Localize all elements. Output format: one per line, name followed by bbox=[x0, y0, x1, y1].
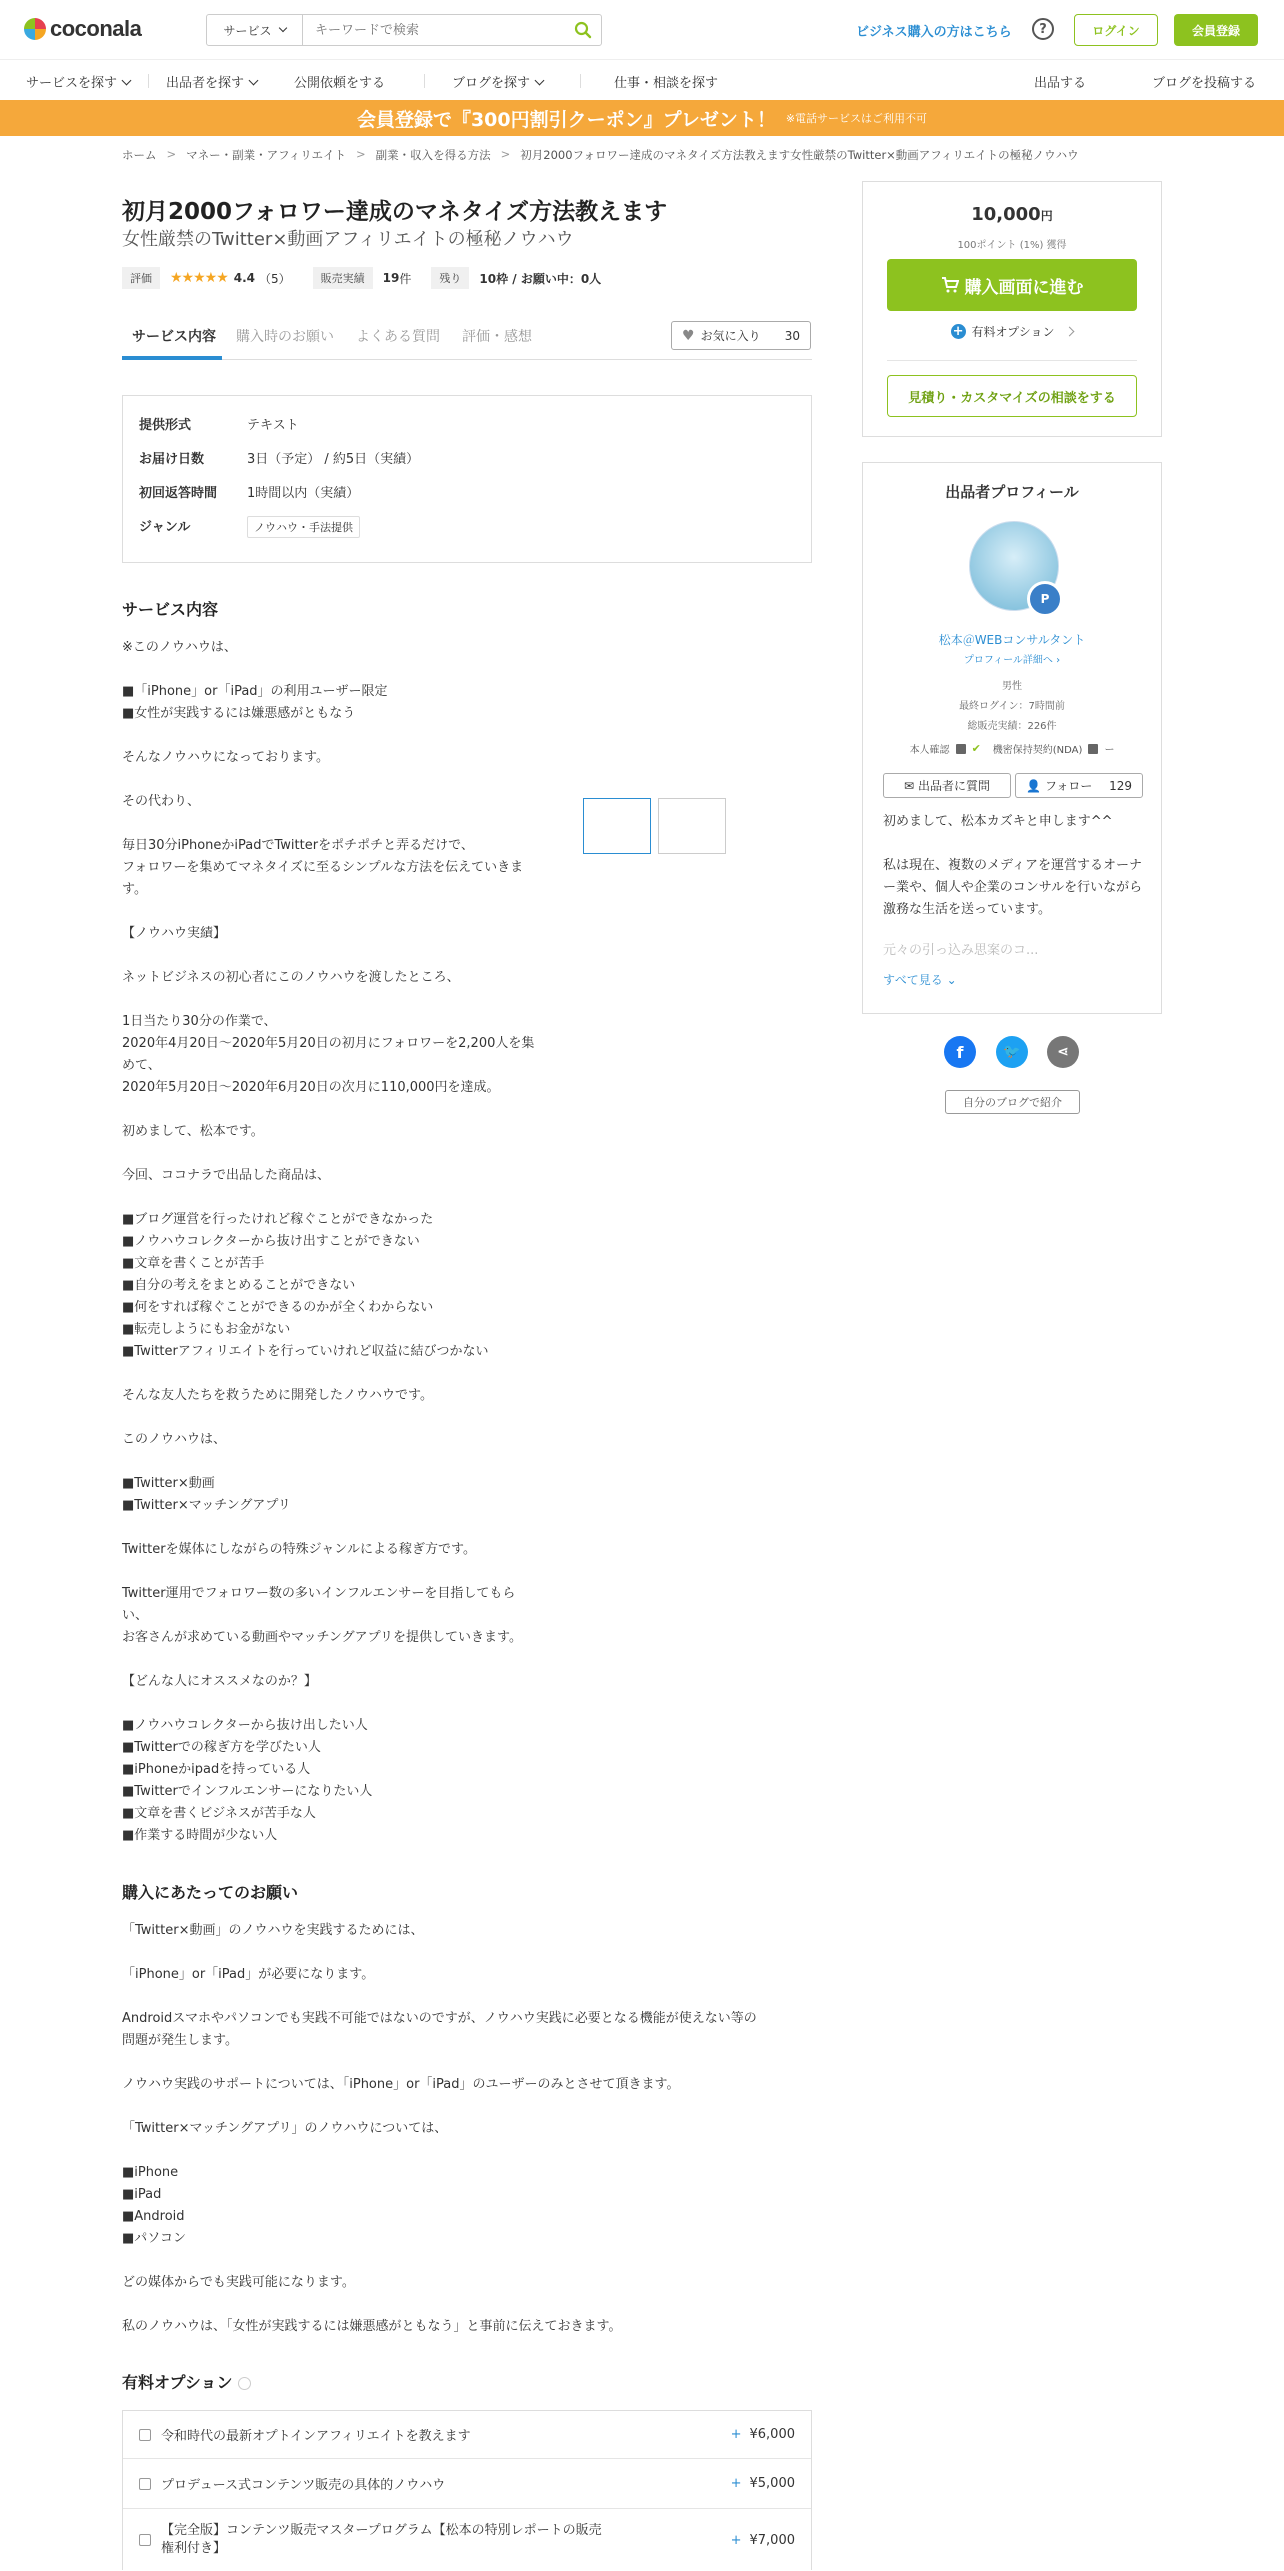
intro-line: 初めまして、松本カズキと申します^^ bbox=[883, 814, 1113, 829]
text-line: めて、 bbox=[122, 1058, 161, 1073]
price-unit: 円 bbox=[1040, 209, 1053, 223]
search-bar bbox=[206, 14, 602, 46]
sales-label: 販売実績 bbox=[313, 267, 373, 289]
rating-count[interactable]: （5） bbox=[259, 271, 291, 286]
favorite-label: お気に入り bbox=[700, 329, 761, 343]
nav-label: 出品者を探す bbox=[166, 76, 245, 91]
login-button[interactable]: ログイン bbox=[1074, 14, 1158, 46]
register-button[interactable]: 会員登録 bbox=[1174, 14, 1258, 46]
blank-line bbox=[122, 1407, 534, 1429]
search-icon bbox=[574, 21, 592, 39]
nav-public-request[interactable]: 公開依頼をする bbox=[294, 76, 386, 91]
nav-find-sellers[interactable] bbox=[166, 72, 257, 91]
heart-icon: ♥ bbox=[682, 327, 695, 344]
quote-consult-button[interactable]: 見積り・カスタマイズの相談をする bbox=[887, 375, 1137, 417]
blank-line bbox=[122, 1143, 534, 1165]
blank-line bbox=[122, 1099, 534, 1121]
option-label: 令和時代の最新オプトインアフィリエイトを教えます bbox=[161, 2429, 471, 2444]
nav-label: ブログを探す bbox=[452, 76, 531, 91]
document-icon bbox=[1088, 744, 1098, 754]
breadcrumb-subcategory[interactable]: 副業・収入を得る方法 bbox=[375, 148, 491, 162]
breadcrumb bbox=[122, 147, 1079, 163]
service-title: 初月2000フォロワー達成のマネタイズ方法教えます bbox=[122, 199, 668, 225]
info-key: 提供形式 bbox=[139, 418, 192, 433]
option-price-value: ¥5,000 bbox=[749, 2476, 795, 2491]
blank-line bbox=[122, 769, 534, 791]
profile-heading: 出品者プロフィール bbox=[945, 483, 1079, 501]
nav-divider bbox=[580, 74, 581, 88]
tab-reviews[interactable]: 評価・感想 bbox=[462, 329, 532, 345]
logo-text: coconala bbox=[50, 16, 142, 41]
text-line: ■Twitter×動画 bbox=[122, 1476, 215, 1491]
text-line: ■Twitterでの稼ぎ方を学びたい人 bbox=[122, 1740, 321, 1755]
ask-seller-label: 出品者に質問 bbox=[918, 779, 991, 793]
info-row bbox=[139, 516, 360, 538]
id-card-icon bbox=[956, 744, 966, 754]
text-line: ■Android bbox=[122, 2209, 185, 2224]
active-tab-indicator bbox=[122, 356, 222, 360]
text-line: その代わり、 bbox=[122, 794, 201, 809]
seller-profile-card bbox=[862, 462, 1162, 1014]
text-line: そんなノウハウになっております。 bbox=[122, 750, 329, 765]
option-checkbox[interactable] bbox=[139, 2478, 151, 2490]
text-line: ■Twitterでインフルエンサーになりたい人 bbox=[122, 1784, 373, 1799]
image-thumbnail[interactable] bbox=[658, 798, 726, 854]
text-line: ネットビジネスの初心者にこのノウハウを渡したところ、 bbox=[122, 970, 460, 985]
text-line: ■ノウハウコレクターから抜け出したい人 bbox=[122, 1718, 368, 1733]
service-info-box bbox=[122, 395, 812, 563]
chevron-down-icon bbox=[535, 76, 545, 86]
blank-line bbox=[122, 725, 534, 747]
image-thumbnail[interactable] bbox=[583, 798, 651, 854]
text-line: 【ノウハウ実績】 bbox=[122, 926, 227, 941]
tab-faq[interactable]: よくある質問 bbox=[356, 329, 440, 345]
text-line: ■文章を書くビジネスが苦手な人 bbox=[122, 1806, 316, 1821]
info-key: 初回返答時間 bbox=[139, 486, 218, 501]
option-price-value: ¥6,000 bbox=[749, 2427, 795, 2442]
text-line: 「Twitter×マッチングアプリ」のノウハウについては、 bbox=[122, 2121, 448, 2136]
seller-gender: 男性 bbox=[1002, 681, 1022, 692]
blank-line bbox=[122, 2250, 757, 2272]
rating-label: 評価 bbox=[122, 267, 160, 289]
see-all-link[interactable] bbox=[883, 971, 957, 988]
purchase-request-heading: 購入にあたってのお願い bbox=[122, 1883, 299, 1902]
buy-button-label: 購入画面に進む bbox=[964, 277, 1084, 298]
info-row bbox=[139, 448, 419, 467]
paid-options-title: 有料オプション bbox=[122, 2373, 233, 2392]
option-price bbox=[731, 2533, 795, 2548]
breadcrumb-current: 初月2000フォロワー達成のマネタイズ方法教えます女性厳禁のTwitter×動画アフィリエイトの極秘ノウハウ bbox=[520, 148, 1079, 162]
blank-line bbox=[122, 1942, 757, 1964]
blog-introduce-button[interactable]: 自分のブログで紹介 bbox=[945, 1090, 1080, 1114]
seller-name[interactable]: 松本＠WEBコンサルタント bbox=[938, 633, 1086, 647]
remaining-value: 10枠 / お願い中：0人 bbox=[479, 271, 602, 286]
identity-verified-label: 本人確認 bbox=[909, 745, 950, 756]
banner-note: ※電話サービスはご利用不可 bbox=[785, 112, 928, 125]
nav-divider bbox=[148, 74, 149, 88]
breadcrumb-separator: > bbox=[166, 147, 177, 161]
text-line: ■文章を書くことが苦手 bbox=[122, 1256, 265, 1271]
points-earned: 100ポイント (1%) 獲得 bbox=[957, 240, 1067, 251]
share-icon[interactable]: ⋖ bbox=[1047, 1036, 1079, 1068]
blank-line bbox=[122, 1649, 534, 1671]
header bbox=[0, 0, 1284, 60]
option-label: プロデュース式コンテンツ販売の具体的ノウハウ bbox=[161, 2478, 446, 2493]
check-icon: ✔ bbox=[971, 742, 981, 755]
plus-icon: + bbox=[730, 2427, 742, 2442]
blank-line bbox=[122, 945, 534, 967]
chevron-down-icon bbox=[122, 76, 132, 86]
blank-line bbox=[122, 2294, 757, 2316]
text-line: ※このノウハウは、 bbox=[122, 640, 237, 655]
nda-value: ー bbox=[1104, 745, 1115, 756]
nav-find-blogs[interactable] bbox=[452, 72, 543, 91]
paid-option-label: 有料オプション bbox=[971, 325, 1055, 339]
text-line: ■iPhoneかipadを持っている人 bbox=[122, 1762, 311, 1777]
seller-intro-truncated: 元々の引っ込み思案のコ... bbox=[883, 943, 1039, 958]
text-line: このノウハウは、 bbox=[122, 1432, 227, 1447]
buy-button[interactable] bbox=[887, 259, 1137, 311]
tab-purchase-request[interactable]: 購入時のお願い bbox=[236, 329, 334, 345]
option-label-line: 権利付き】 bbox=[161, 2541, 227, 2556]
service-description bbox=[122, 637, 534, 1847]
search-input[interactable] bbox=[303, 15, 565, 45]
ask-seller-button[interactable] bbox=[883, 773, 1011, 798]
logo-mark bbox=[24, 18, 46, 40]
nav-find-jobs[interactable]: 仕事・相談を探す bbox=[614, 76, 719, 91]
blank-line bbox=[122, 989, 534, 1011]
mail-icon: ✉ bbox=[903, 778, 915, 793]
blank-line bbox=[122, 1363, 534, 1385]
verification-row bbox=[863, 741, 1161, 756]
info-row bbox=[139, 482, 359, 501]
sales-unit: 件 bbox=[399, 271, 412, 286]
blank-line bbox=[122, 659, 534, 681]
paid-option-link[interactable] bbox=[863, 323, 1161, 340]
search-button[interactable] bbox=[565, 15, 601, 45]
intro-line: 私は現在、複数のメディアを運営するオーナー業や、個人や企業のコンサルを行いながら激務な生活を送っています。 bbox=[883, 858, 1143, 917]
purchase-box bbox=[862, 181, 1162, 437]
service-price bbox=[863, 204, 1161, 225]
text-line: 1日当たり30分の作業で、 bbox=[122, 1014, 277, 1029]
text-line: どの媒体からでも実践可能になります。 bbox=[122, 2275, 355, 2290]
text-line: ■ノウハウコレクターから抜け出すことができない bbox=[122, 1234, 420, 1249]
blank-line bbox=[122, 2140, 757, 2162]
info-value: テキスト bbox=[247, 418, 299, 433]
seller-rank-badge-icon: P bbox=[1027, 581, 1063, 617]
banner-main-text: 会員登録で『300円割引クーポン』プレゼント！ bbox=[356, 108, 776, 131]
search-category-label: サービス bbox=[223, 23, 272, 38]
blank-line bbox=[122, 813, 534, 835]
chevron-down-icon bbox=[249, 76, 259, 86]
global-nav bbox=[0, 62, 1284, 100]
text-line: 毎日30分iPhoneかiPadでTwitterをポチポチと弄るだけで、 bbox=[122, 838, 474, 853]
text-line: す。 bbox=[122, 882, 147, 897]
text-line: 2020年5月20日～2020年6月20日の次月に110,000円を達成。 bbox=[122, 1080, 500, 1095]
breadcrumb-category[interactable]: マネー・副業・アフィリエイト bbox=[186, 148, 346, 162]
text-line: ■「iPhone」or「iPad」の利用ユーザー限定 bbox=[122, 684, 388, 699]
nav-sell[interactable]: 出品する bbox=[1034, 76, 1087, 91]
chevron-down-icon: ⌄ bbox=[946, 973, 957, 987]
logo[interactable] bbox=[24, 16, 141, 42]
option-checkbox[interactable] bbox=[139, 2534, 151, 2546]
option-row[interactable] bbox=[123, 2509, 811, 2571]
text-line: ノウハウ実践のサポートについては、「iPhone」or「iPad」のユーザーのみとさせて頂きます。 bbox=[122, 2077, 680, 2092]
option-row[interactable] bbox=[123, 2411, 811, 2459]
option-row[interactable] bbox=[123, 2459, 811, 2509]
blank-line bbox=[122, 901, 534, 923]
cart-icon bbox=[941, 277, 959, 293]
follow-count: 129 bbox=[1109, 778, 1132, 793]
info-value: 1時間以内（実績） bbox=[247, 486, 360, 501]
chevron-right-icon: › bbox=[1056, 655, 1061, 666]
option-label-line: 【完全版】コンテンツ販売マスタープログラム【松本の特別レポートの販売 bbox=[161, 2523, 602, 2538]
plus-circle-icon: + bbox=[951, 324, 966, 339]
search-category-select[interactable] bbox=[207, 15, 303, 45]
nav-divider bbox=[424, 74, 425, 88]
profile-detail-label: プロフィール詳細へ bbox=[963, 655, 1053, 666]
text-line: Androidスマホやパソコンでも実践不可能ではないのですが、ノウハウ実践に必要となる機能が使えない等の bbox=[122, 2011, 757, 2026]
text-line: 私のノウハウは、「女性が実践するには嫌悪感がともなう」と事前に伝えておきます。 bbox=[122, 2319, 622, 2334]
info-icon[interactable] bbox=[238, 2377, 251, 2390]
blank-line bbox=[122, 1986, 757, 2008]
blank-line bbox=[122, 1451, 534, 1473]
text-line: ■パソコン bbox=[122, 2231, 187, 2246]
help-icon[interactable]: ? bbox=[1032, 18, 1054, 40]
plus-icon: + bbox=[730, 2532, 742, 2548]
text-line: ■ブログ運営を行ったけれど稼ぐことができなかった bbox=[122, 1212, 434, 1227]
option-price-value: ¥7,000 bbox=[749, 2532, 795, 2548]
text-line: そんな友人たちを救うために開発したノウハウです。 bbox=[122, 1388, 433, 1403]
service-subtitle: 女性厳禁のTwitter×動画アフィリエイトの極秘ノウハウ bbox=[122, 229, 574, 250]
seller-total-sales: 総販売実績：226件 bbox=[967, 721, 1057, 732]
favorite-button[interactable] bbox=[671, 321, 811, 350]
text-line: ■女性が実践するには嫌悪感がともなう bbox=[122, 706, 356, 721]
chevron-right-icon bbox=[1065, 327, 1075, 337]
text-line: Twitter運用でフォロワー数の多いインフルエンサーを目指してもら bbox=[122, 1586, 516, 1601]
divider bbox=[887, 360, 1137, 361]
paid-options-table bbox=[122, 2410, 812, 2570]
tab-service-content[interactable]: サービス内容 bbox=[132, 329, 216, 345]
service-stats bbox=[122, 267, 601, 289]
business-purchase-link[interactable]: ビジネス購入の方はこちら bbox=[856, 25, 1012, 40]
text-line: ■Twitter×マッチングアプリ bbox=[122, 1498, 291, 1513]
breadcrumb-separator: > bbox=[356, 147, 366, 161]
text-line: ■自分の考えをまとめることができない bbox=[122, 1278, 356, 1293]
nav-post-blog[interactable]: ブログを投稿する bbox=[1152, 76, 1257, 91]
seller-last-login: 最終ログイン：7時間前 bbox=[959, 701, 1065, 712]
option-price bbox=[731, 2427, 795, 2442]
text-line: い、 bbox=[122, 1608, 149, 1623]
paid-options-heading bbox=[122, 2370, 251, 2393]
blank-line bbox=[122, 1693, 534, 1715]
text-line: ■転売しようにもお金がない bbox=[122, 1322, 291, 1337]
blank-line bbox=[122, 1561, 534, 1583]
follow-label: フォロー bbox=[1044, 779, 1093, 793]
text-line: ■Twitterアフィリエイトを行っていけれど収益に結びつかない bbox=[122, 1344, 489, 1359]
info-key: ジャンル bbox=[139, 520, 191, 535]
text-line: ■iPhone bbox=[122, 2165, 179, 2180]
blank-line bbox=[122, 1517, 534, 1539]
facebook-share-icon[interactable]: f bbox=[944, 1036, 976, 1068]
profile-detail-link[interactable] bbox=[863, 651, 1161, 666]
remaining-label: 残り bbox=[431, 267, 469, 289]
text-line: 2020年4月20日～2020年5月20日の初月にフォロワーを2,200人を集 bbox=[122, 1036, 535, 1051]
breadcrumb-separator: > bbox=[500, 147, 511, 161]
breadcrumb-home[interactable]: ホーム bbox=[122, 148, 157, 162]
sales-value: 19 bbox=[382, 271, 400, 285]
info-row bbox=[139, 414, 299, 433]
nda-label: 機密保持契約(NDA) bbox=[992, 745, 1083, 756]
plus-icon: + bbox=[730, 2476, 742, 2491]
text-line: お客さんが求めている動画やマッチングアプリを提供していきます。 bbox=[122, 1630, 523, 1645]
nav-find-services[interactable] bbox=[26, 72, 130, 91]
follow-button[interactable] bbox=[1015, 773, 1143, 798]
genre-tag[interactable]: ノウハウ・手法提供 bbox=[247, 516, 360, 538]
star-rating-icon: ★★★★★ bbox=[170, 270, 228, 286]
text-line: ■作業する時間が少ない人 bbox=[122, 1828, 278, 1843]
see-all-label: すべて見る bbox=[883, 973, 943, 987]
twitter-share-icon[interactable]: 🐦 bbox=[996, 1036, 1028, 1068]
text-line: ■何をすれば稼ぐことができるのかが全くわからない bbox=[122, 1300, 434, 1315]
blank-line bbox=[122, 2096, 757, 2118]
info-value: 3日（予定） / 約5日（実績） bbox=[247, 452, 420, 467]
purchase-request-text bbox=[122, 1920, 757, 2338]
price-value: 10,000 bbox=[971, 204, 1041, 225]
text-line: 今回、ココナラで出品した商品は、 bbox=[122, 1168, 331, 1183]
text-line: Twitterを媒体にしながらの特殊ジャンルによる稼ぎ方です。 bbox=[122, 1542, 476, 1557]
blank-line bbox=[122, 1187, 534, 1209]
service-content-heading: サービス内容 bbox=[122, 600, 219, 619]
add-user-icon: 👤 bbox=[1026, 778, 1041, 793]
option-price bbox=[731, 2476, 795, 2491]
rating-value: 4.4 bbox=[233, 271, 256, 285]
text-line: フォロワーを集めてマネタイズに至るシンプルな方法を伝えていきま bbox=[122, 860, 524, 875]
chevron-down-icon bbox=[278, 24, 286, 32]
text-line: 初めまして、松本です。 bbox=[122, 1124, 264, 1139]
intro-spacer bbox=[883, 833, 1145, 855]
text-line: 「iPhone」or「iPad」が必要になります。 bbox=[122, 1967, 375, 1982]
info-key: お届け日数 bbox=[139, 452, 205, 467]
blank-line bbox=[122, 2052, 757, 2074]
coupon-banner[interactable] bbox=[0, 100, 1284, 136]
option-checkbox[interactable] bbox=[139, 2429, 151, 2441]
favorite-count: 30 bbox=[784, 328, 800, 343]
text-line: 【どんな人にオススメなのか？】 bbox=[122, 1674, 317, 1689]
text-line: 問題が発生します。 bbox=[122, 2033, 238, 2048]
text-line: 「Twitter×動画」のノウハウを実践するためには、 bbox=[122, 1923, 424, 1938]
seller-intro bbox=[883, 811, 1145, 921]
text-line: ■iPad bbox=[122, 2187, 162, 2202]
option-label bbox=[161, 2522, 602, 2558]
nav-label: サービスを探す bbox=[26, 76, 118, 91]
